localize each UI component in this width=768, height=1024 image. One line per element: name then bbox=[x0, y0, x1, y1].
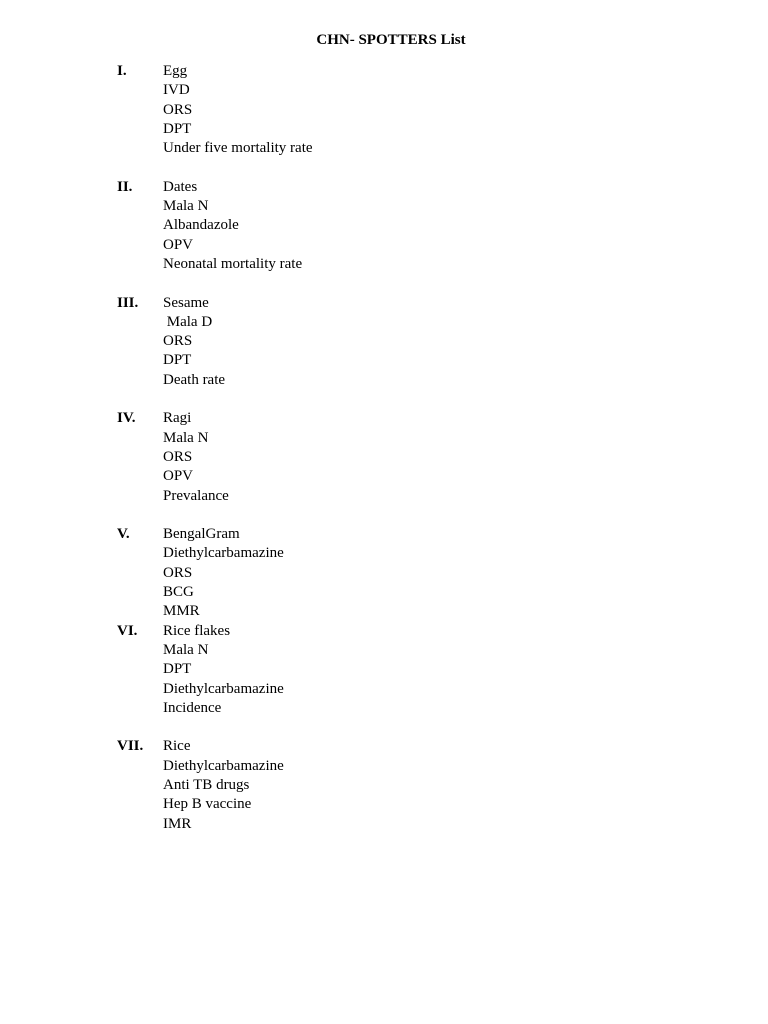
list-item: ORS bbox=[163, 564, 193, 581]
list-item: BengalGram bbox=[163, 526, 240, 543]
section-numeral: VI. bbox=[117, 622, 138, 639]
spotters-list bbox=[117, 62, 677, 853]
list-item: Under five mortality rate bbox=[163, 140, 313, 157]
list-item: IMR bbox=[163, 815, 192, 832]
section-numeral: I. bbox=[117, 63, 127, 79]
section-5 bbox=[117, 525, 677, 621]
item-list bbox=[163, 294, 677, 390]
section-1 bbox=[117, 62, 677, 158]
list-item: Diethylcarbamazine bbox=[163, 757, 284, 774]
list-item: Rice flakes bbox=[163, 622, 231, 639]
section-numeral: IV. bbox=[117, 410, 136, 427]
list-item: OPV bbox=[163, 468, 194, 485]
list-item: Egg bbox=[163, 63, 188, 79]
list-item: Mala N bbox=[163, 198, 209, 215]
list-item: IVD bbox=[163, 82, 190, 99]
section-numeral: VII. bbox=[117, 738, 144, 755]
section-6 bbox=[117, 622, 677, 718]
section-7 bbox=[117, 737, 677, 833]
list-item: Rice bbox=[163, 738, 191, 755]
list-item: Death rate bbox=[163, 371, 226, 388]
item-list bbox=[163, 178, 677, 274]
list-item: Dates bbox=[163, 178, 198, 195]
list-item: Ragi bbox=[163, 410, 192, 427]
page-title: CHN- SPOTTERS List bbox=[316, 32, 466, 48]
list-item: Mala D bbox=[163, 313, 213, 330]
item-list bbox=[163, 409, 677, 505]
item-list bbox=[163, 622, 677, 718]
list-item: Anti TB drugs bbox=[163, 776, 250, 793]
list-item: Mala N bbox=[163, 641, 209, 658]
list-item: Neonatal mortality rate bbox=[163, 255, 303, 272]
section-numeral: III. bbox=[117, 294, 139, 311]
list-item: ORS bbox=[163, 448, 193, 465]
list-item: DPT bbox=[163, 120, 192, 137]
section-4 bbox=[117, 409, 677, 505]
section-3 bbox=[117, 294, 677, 390]
item-list bbox=[163, 525, 677, 621]
list-item: DPT bbox=[163, 661, 192, 678]
list-item: Hep B vaccine bbox=[163, 796, 252, 813]
item-list bbox=[163, 737, 677, 833]
list-item: DPT bbox=[163, 352, 192, 369]
list-item: Diethylcarbamazine bbox=[163, 680, 284, 697]
list-item: Diethylcarbamazine bbox=[163, 545, 284, 562]
item-list bbox=[163, 62, 677, 158]
list-item: ORS bbox=[163, 101, 193, 118]
section-numeral: V. bbox=[117, 526, 130, 543]
list-item: MMR bbox=[163, 603, 200, 620]
list-item: Prevalance bbox=[163, 487, 229, 504]
list-item: Albandazole bbox=[163, 217, 239, 234]
list-item: Mala N bbox=[163, 429, 209, 446]
section-numeral: II. bbox=[117, 178, 133, 195]
list-item: Incidence bbox=[163, 699, 222, 716]
list-item: BCG bbox=[163, 584, 194, 601]
section-2 bbox=[117, 178, 677, 274]
list-item: ORS bbox=[163, 333, 193, 350]
list-item: Sesame bbox=[163, 294, 209, 311]
list-item: OPV bbox=[163, 236, 194, 253]
